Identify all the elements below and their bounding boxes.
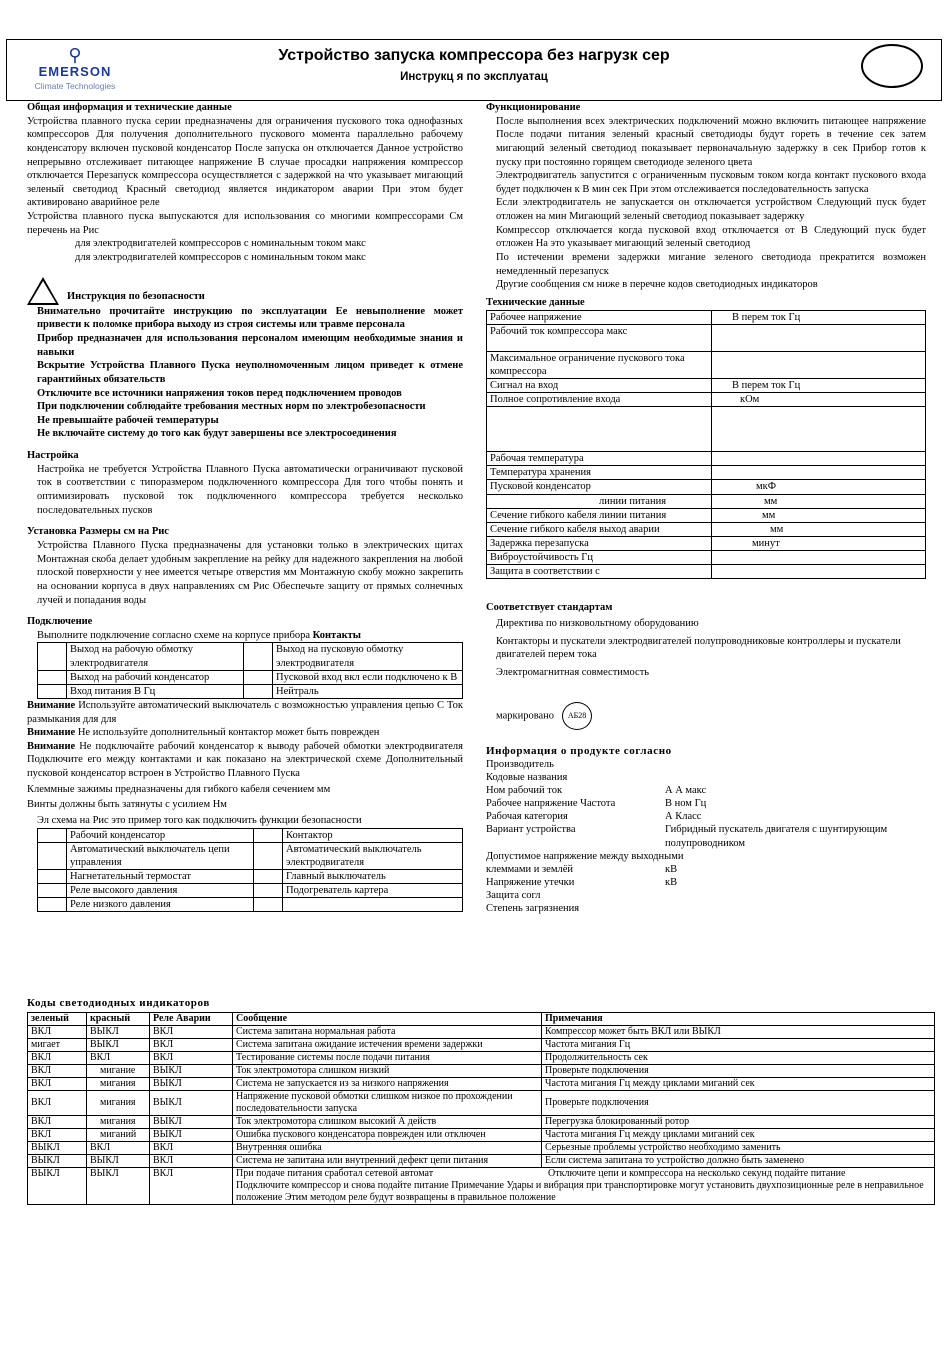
safety-item: Отключите все источники напряжения токов перед подключением проводов — [37, 387, 402, 399]
table-row — [38, 670, 463, 684]
legend-cell: Подогреватель картера — [283, 884, 463, 898]
safety-item: Вскрытие Устройства Плавного Пуска неуполномоченным лицом приведет к отмене гарантийных обязательств — [37, 360, 463, 385]
table-row: Сигнал на вход В перем ток Гц — [487, 378, 926, 392]
operation-paragraph: Другие сообщения см ниже в перечне кодов светодиодных индикаторов — [496, 279, 818, 291]
column-header: Реле Аварии — [150, 1013, 233, 1026]
tech-table — [486, 310, 926, 580]
gost-mark-icon: АБ28 — [562, 702, 592, 730]
safety-item: Не превышайте рабочей температуры — [37, 414, 219, 426]
table-row: ВКЛ миганий ВЫКЛ Ошибка пускового конденсатора поврежден или отключен Частота мигания Гц между циклами миганий сек — [28, 1129, 935, 1142]
operation-text — [486, 115, 926, 292]
table-row — [38, 684, 463, 698]
table-row: Сечение гибкого кабеля линии питания мм — [487, 508, 926, 522]
warning-triangle-icon — [27, 277, 59, 305]
column-header: красный — [87, 1013, 150, 1026]
operation-paragraph: Электродвигатель запустится с ограниченным пусковым током когда контакт пускового входа будет подключен к В мин сек При этом отслеживается последовательность запуска — [496, 170, 926, 195]
table-row: Кодовые названия — [486, 771, 568, 783]
legend-cell: Нагнетательный термостат — [67, 870, 254, 884]
table-row: ВКЛ ВКЛ ВКЛ Тестирование системы после подачи питания Продолжительность сек — [28, 1052, 935, 1065]
scheme-legend-table — [37, 828, 463, 913]
table-row: Рабочая температура — [487, 452, 926, 466]
standard-item: Электромагнитная совместимость — [496, 666, 650, 678]
terminal-cell: Выход на рабочий конденсатор — [67, 670, 244, 684]
led-table — [27, 1012, 935, 1205]
marked-label: маркировано — [496, 709, 555, 721]
standards-list — [486, 617, 926, 680]
terminal-cell: Выход на рабочую обмотку электродвигателя — [67, 643, 244, 670]
safety-heading-row — [27, 277, 463, 305]
safety-item: Прибор предназначен для использования персоналом имеющим необходимые знания и навыки — [37, 332, 463, 358]
connection-intro-contacts: Контакты — [312, 629, 362, 641]
safety-heading: Инструкция по безопасности — [67, 290, 205, 302]
logo-name: EMERSON — [38, 64, 112, 79]
general-paragraph-3: для электродвигателей компрессоров с номинальным током макс — [75, 238, 366, 250]
table-row: Рабочее напряжение В перем ток Гц — [487, 310, 926, 324]
warning-label: Внимание — [27, 727, 76, 739]
standard-item: Контакторы и пускатели электродвигателей полупроводниковые контроллеры и пускатели двигателей перем тока — [496, 635, 901, 661]
table-row: Степень загрязнения — [486, 903, 580, 915]
table-row: Рабочее напряжение Частота В ном Гц — [486, 798, 707, 810]
general-heading: Общая информация и технические данные — [27, 102, 232, 113]
table-row: ВКЛ мигания ВЫКЛ Система не запускается из за низкого напряжения Частота мигания Гц между циклами миганий сек — [28, 1078, 935, 1091]
table-row: Рабочий ток компрессора макс — [487, 324, 926, 351]
table-row: Полное сопротивление входа кОм — [487, 393, 926, 407]
table-row — [38, 828, 463, 842]
operation-paragraph: По истечении времени задержки мигание зеленого светодиода прекратится возможен немедленный перезапуск — [496, 252, 926, 277]
table-row: Задержка перезапуска минут — [487, 536, 926, 550]
standard-item: Директива по низковольтному оборудованию — [496, 618, 699, 629]
terminal-cell: Пусковой вход вкл если подключено к В — [273, 670, 463, 684]
table-row — [38, 643, 463, 670]
table-row: ВКЛ мигания ВЫКЛ Напряжение пусковой обмотки слишком низкое по прохождении последовательности запуска Проверьте подключения — [28, 1091, 935, 1116]
led-codes-section — [27, 996, 937, 1205]
safety-item: Внимательно прочитайте инструкцию по эксплуатации Ее невыполнение может привести к поломке прибора выходу из строя системы или травме персонала — [37, 305, 463, 331]
table-row: Вариант устройства Гибридный пускатель двигателя с шунтирующим полупроводником — [486, 824, 888, 849]
connection-intro — [27, 629, 463, 643]
table-row: Максимальное ограничение пускового тока компрессора — [487, 351, 926, 378]
logo-subtitle: Climate Technologies — [34, 80, 116, 91]
warning-label: Внимание — [27, 699, 76, 711]
warning-2: Внимание Не используйте дополнительный контактор может быть поврежден — [27, 727, 380, 739]
terminal-cell: Нейтраль — [273, 684, 463, 698]
table-row: Производитель — [486, 758, 554, 770]
table-row: ВЫКЛ ВЫКЛ ВКЛ Система не запитана или внутренний дефект цепи питания Если система запитана то устройство должно быть заменено — [28, 1155, 935, 1168]
table-row: клеммами и землёй кВ — [486, 863, 678, 875]
legend-cell — [283, 898, 463, 912]
table-row: Пусковой конденсатор мкФ — [487, 480, 926, 494]
table-header-row — [28, 1013, 935, 1026]
document-header — [6, 39, 942, 101]
connection-intro-text: Выполните подключение согласно схеме на корпусе прибора — [37, 629, 313, 641]
table-row: мигает ВЫКЛ ВКЛ Система запитана ожидание истечения времени задержки Частота мигания Гц — [28, 1039, 935, 1052]
table-row: Напряжение утечки кВ — [486, 876, 678, 888]
table-row: Температура хранения — [487, 466, 926, 480]
document-title: Устройство запуска компрессора без нагрузк сер — [278, 47, 670, 64]
table-row: Ном рабочий ток А А макс — [486, 785, 707, 797]
standards-heading: Соответствует стандартам — [486, 602, 613, 614]
right-column — [486, 101, 926, 915]
column-header: Примечания — [542, 1013, 935, 1026]
setup-heading: Настройка — [27, 450, 79, 462]
table-row: Сечение гибкого кабеля выход аварии мм — [487, 522, 926, 536]
product-info — [486, 758, 926, 916]
left-column — [27, 101, 463, 912]
table-row: линии питания мм — [487, 494, 926, 508]
table-row — [38, 898, 463, 912]
warning-label: Внимание — [27, 740, 76, 752]
table-row — [38, 870, 463, 884]
table-row: ВЫКЛ ВЫКЛ ВКЛ При подаче питания сработал сетевой автомат Отключите цепи и компрессора на несколько секунд подайте питание Подключите компрессор и снова подайте питание Примечание Удары и вибрация при транспортировке могут установить двухпозиционные реле в неправильное положение Этим методом реле будут возвращены в правильное положение — [28, 1168, 935, 1205]
column-header: зеленый — [28, 1013, 87, 1026]
operation-heading: Функционирование — [486, 102, 581, 113]
tech-heading: Технические данные — [486, 296, 585, 308]
general-paragraph-2: Устройства плавного пуска выпускаются для использования со многими компрессорами См перечень на Рис — [27, 211, 463, 236]
legend-cell: Реле высокого давления — [67, 884, 254, 898]
scheme-text: Эл схема на Рис это пример того как подключить функции безопасности — [37, 815, 362, 827]
table-row: ВКЛ мигания ВЫКЛ Ток электромотора слишком высокий А действ Перегрузка блокированный ротор — [28, 1116, 935, 1129]
marked-row — [486, 702, 926, 730]
table-row: Рабочая категория А Класс — [486, 811, 702, 823]
legend-cell: Автоматический выключатель цепи управления — [67, 842, 254, 869]
last-row-content: При подаче питания сработал сетевой автомат Отключите цепи и компрессора на несколько секунд подайте питание Подключите компрессор и снова подайте питание Примечание Удары и вибрация при транспортировке могут установить двухпозиционные реле в неправильное положение Этим методом реле будут возвращены в правильное положение — [233, 1168, 935, 1205]
table-row: ВКЛ ВЫКЛ ВКЛ Система запитана нормальная работа Компрессор может быть ВКЛ или ВЫКЛ — [28, 1026, 935, 1039]
operation-paragraph: Компрессор отключается когда пусковой вход отключается от В Следующий пуск будет отложен На это указывает мигающий зеленый светодиод — [496, 224, 926, 250]
operation-paragraph: После выполнения всех электрических подключений можно включить питающее напряжение После подачи питания зеленый красный светодиоды будут гореть в течение сек затем мигающий зеленый светодиод показывает первоначальную задержку в сек Прибор готов к пуску при постоянно горящем светодиоде зеленого цвета — [496, 115, 926, 168]
general-paragraph-4: для электродвигателей компрессоров с номинальным током макс — [75, 252, 366, 264]
table-row: Допустимое напряжение между выходными — [486, 850, 684, 862]
terminal-cell: Вход питания В Гц — [67, 684, 244, 698]
led-heading: Коды светодиодных индикаторов — [27, 997, 210, 1009]
terminal-table — [37, 642, 463, 699]
column-header: Сообщение — [233, 1013, 542, 1026]
setup-text: Настройка не требуется Устройства Плавного Пуска автоматически ограничивают пусковой ток в соответствии с типоразмером подключенного компрессора Для того чтобы понять и оптимизировать пусковой ток подключенного компрессора требуется несколько последовательных пусков — [37, 463, 463, 516]
table-row — [38, 842, 463, 869]
install-text: Устройства Плавного Пуска предназначены для установки только в электрических щитах Монтажная скоба делает удобным закрепление на рейку для надежного закрепления на любой плоской поверхности у нее имеется четыре отверстия мм Монтажную скобу можно закрепить на основании корпуса в двух направлениях см Рис Обеспечьте защиту от прямых солнечных лучей и попадания воды — [37, 539, 463, 606]
legend-cell: Главный выключатель — [283, 870, 463, 884]
document-subtitle: Инструкц я по эксплуатац — [400, 71, 548, 83]
general-paragraph-1: Устройства плавного пуска серии предназначены для ограничения пускового тока однофазных компрессоров Для получения дополнительного пускового момента параллельно рабочему конденсатору включен пусковой конденсатор После запуска он отключается Данное устройство непрерывно отслеживает питающее напряжение В случае просадки напряжения компрессор отключается Перезапуск компрессора осуществляется с задержкой на что указывает мигающий зеленый светодиод Красный светодиод является индикатором аварии При этом будет активировано аварийное реле — [27, 115, 463, 209]
warning-3: Внимание Не подключайте рабочий конденсатор к выводу рабочей обмотки электродвигателя Подключите его между контактами и как показано на электрической схеме Дополнительный пусковой конденсатор встроен в Устройство Плавного Пуска — [27, 740, 463, 780]
connection-heading: Подключение — [27, 616, 93, 628]
product-heading: Информация о продукте согласно — [486, 744, 672, 757]
table-row: Защита в соответствии с — [487, 565, 926, 579]
operation-paragraph: Если электродвигатель не запускается он отключается устройством Следующий пуск будет отложен на мин Мигающий зеленый светодиод показывает задержку — [496, 197, 926, 223]
safety-item: При подключении соблюдайте требования местных норм по электробезопасности — [37, 401, 426, 413]
legend-cell: Контактор — [283, 828, 463, 842]
warning-1: Внимание Используйте автоматический выключатель с возможностью управления цепью С Ток размыкания для для — [27, 699, 463, 725]
terminal-cell: Выход на пусковую обмотку электродвигателя — [273, 643, 463, 670]
legend-cell: Автоматический выключатель электродвигателя — [283, 842, 463, 869]
legend-cell: Рабочий конденсатор — [67, 828, 254, 842]
language-oval — [861, 44, 923, 88]
emerson-logo-icon: ⚲ — [68, 45, 82, 65]
clamps-text: Клеммные зажимы предназначены для гибкого кабеля сечением мм — [27, 783, 331, 795]
table-row: ВЫКЛ ВКЛ ВКЛ Внутренняя ошибка Серьезные проблемы устройство необходимо заменить — [28, 1142, 935, 1155]
table-row — [487, 407, 926, 452]
legend-cell: Реле низкого давления — [67, 898, 254, 912]
screws-text: Винты должны быть затянуты с усилием Нм — [27, 799, 227, 811]
table-row: Защита согл — [486, 890, 541, 902]
safety-item: Не включайте систему до того как будут завершены все электросоединения — [37, 428, 397, 440]
install-heading: Установка Размеры см на Рис — [27, 526, 169, 538]
table-row — [38, 884, 463, 898]
safety-list — [27, 305, 463, 441]
table-row: Виброустойчивость Гц — [487, 551, 926, 565]
table-row: ВКЛ мигание ВЫКЛ Ток электромотора слишком низкий Проверьте подключения — [28, 1065, 935, 1078]
